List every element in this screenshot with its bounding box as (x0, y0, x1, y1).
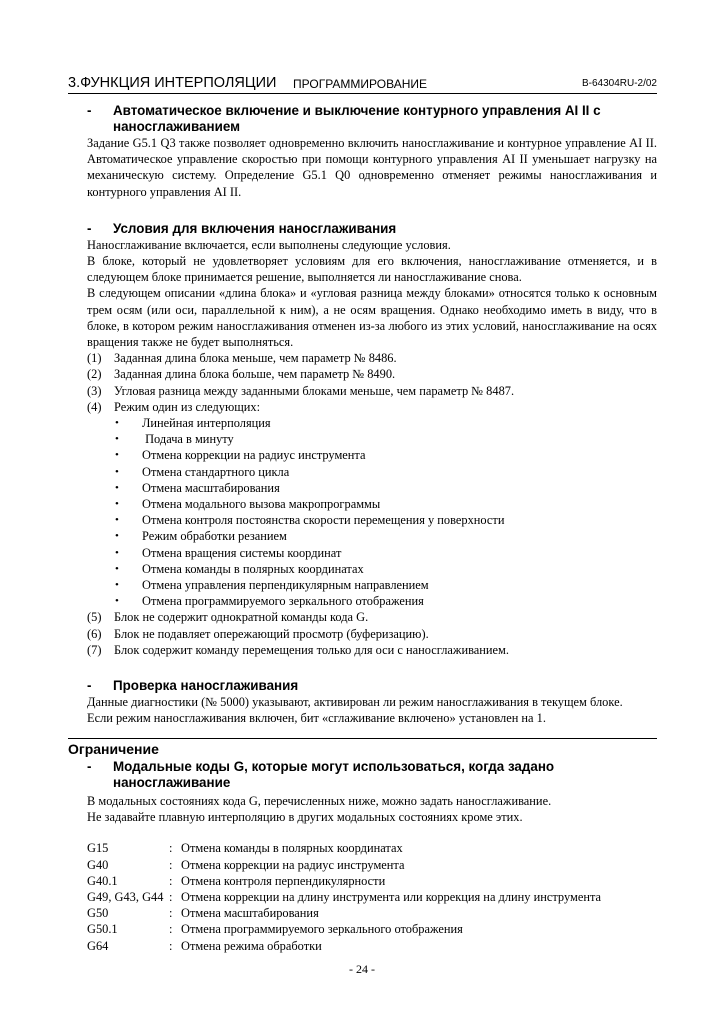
restriction-content (87, 759, 657, 954)
gcode-table (87, 840, 601, 953)
section-title (87, 221, 657, 237)
paragraph: Наносглаживание включается, если выполнены следующие условия. (87, 237, 451, 252)
dash-marker: - (87, 759, 92, 774)
bullet-item: • Отмена стандартного цикла (115, 464, 290, 479)
paragraph: Не задавайте плавную интерполяцию в других модальных состояниях кроме этих. (87, 810, 523, 825)
bullet-item: • Отмена команды в полярных координатах (115, 561, 364, 576)
table-row: G40 : Отмена коррекции на радиус инструмента (87, 857, 405, 872)
section-check (87, 678, 657, 726)
section-title-text: Автоматическое включение и выключение контурного управления AI II с наносглаживанием (113, 103, 601, 134)
dash-marker: - (87, 678, 92, 694)
page-header (68, 73, 657, 94)
paragraph: В блоке, который не удовлетворяет условиям для его включения, наносглаживание отменяется, и в следующем блоке принимается решение, выполняется ли наносглаживание снова. (87, 254, 657, 285)
paragraph: Данные диагностики (№ 5000) указывают, активирован ли режим наносглаживания в текущем блоке. (87, 695, 623, 710)
bullet-item: • Отмена модального вызова макропрограммы (115, 497, 381, 512)
section-label: ПРОГРАММИРОВАНИЕ (293, 77, 427, 91)
paragraph: Если режим наносглаживания включен, бит «сглаживание включено» установлен на 1. (87, 711, 546, 726)
table-row: G64 : Отмена режима обработки (87, 938, 322, 953)
list-item: (1) Заданная длина блока меньше, чем параметр № 8486. (87, 351, 397, 366)
bullet-item: • Отмена коррекции на радиус инструмента (115, 448, 366, 463)
list-item: (6) Блок не подавляет опережающий просмотр (буферизацию). (87, 626, 429, 641)
bullet-item: • Отмена программируемого зеркального отображения (115, 594, 424, 609)
paragraph: В следующем описании «длина блока» и «угловая разница между блоками» относятся только к основным трем осям (или оси, параллельной к ним), а не осям вращения. Однако необходимо иметь в виду, что в блоке, в котором режим наносглаживания отменен из-за любого из этих условий, наносглаживание на осях вращения также не будет выполняться. (87, 286, 657, 350)
paragraph: В модальных состояниях кода G, перечисленных ниже, можно задать наносглаживание. (87, 794, 552, 808)
list-item: (5) Блок не содержит однократной команды кода G. (87, 610, 369, 625)
section-conditions (87, 221, 657, 658)
section-title-text: Модальные коды G, которые могут использоваться, когда задано наносглаживание (113, 759, 555, 790)
bullet-item: • Отмена управления перпендикулярным направлением (115, 578, 429, 593)
section-title-text: Условия для включения наносглаживания (113, 220, 397, 236)
list-item: (2) Заданная длина блока больше, чем параметр № 8490. (87, 367, 396, 382)
paragraph: Задание G5.1 Q3 также позволяет одновременно включить наносглаживание и контурное управление AI II. Автоматическое управление скоростью при помощи контурного управления AI II уменьшает нагрузку на механическую систему. Определение G5.1 Q0 одновременно отменяет режимы наносглаживания и контурного управления AI II. (87, 136, 657, 199)
table-row: G15 : Отмена команды в полярных координатах (87, 841, 403, 856)
chapter-title: 3.ФУНКЦИЯ ИНТЕРПОЛЯЦИИ (68, 75, 277, 91)
dash-marker: - (87, 103, 92, 118)
main-content (87, 103, 657, 727)
bullet-item: • Отмена вращения системы координат (115, 545, 342, 560)
section-auto-switching (87, 103, 657, 200)
bullet-item: • Режим обработки резанием (115, 529, 287, 544)
table-row: G49, G43, G44 : Отмена коррекции на длину инструмента или коррекция на длину инструмента (87, 890, 602, 905)
table-row: G50.1 : Отмена программируемого зеркального отображения (87, 922, 463, 937)
section-title (87, 759, 657, 791)
dash-marker: - (87, 220, 92, 236)
list-item: (4) Режим один из следующих: (87, 399, 261, 414)
section-title (87, 678, 657, 694)
table-row: G40.1 : Отмена контроля перпендикулярности (87, 873, 386, 888)
bullet-item: • Отмена масштабирования (115, 480, 280, 495)
list-item: (3) Угловая разница между заданными блоками меньше, чем параметр № 8487. (87, 383, 515, 398)
bullet-item: • Линейная интерполяция (115, 416, 271, 431)
bullet-item: • Отмена контроля постоянства скорости перемещения у поверхности (115, 513, 505, 528)
table-row: G50 : Отмена масштабирования (87, 906, 319, 921)
restriction-heading: Ограничение (68, 741, 159, 757)
section-divider (68, 738, 657, 739)
page-number: - 24 - (349, 962, 375, 976)
bullet-item: • Подача в минуту (115, 432, 234, 447)
section-title (87, 103, 657, 135)
section-title-text: Проверка наносглаживания (113, 678, 299, 694)
list-item: (7) Блок содержит команду перемещения только для оси с наносглаживанием. (87, 642, 509, 657)
document-number: B-64304RU-2/02 (581, 78, 657, 89)
